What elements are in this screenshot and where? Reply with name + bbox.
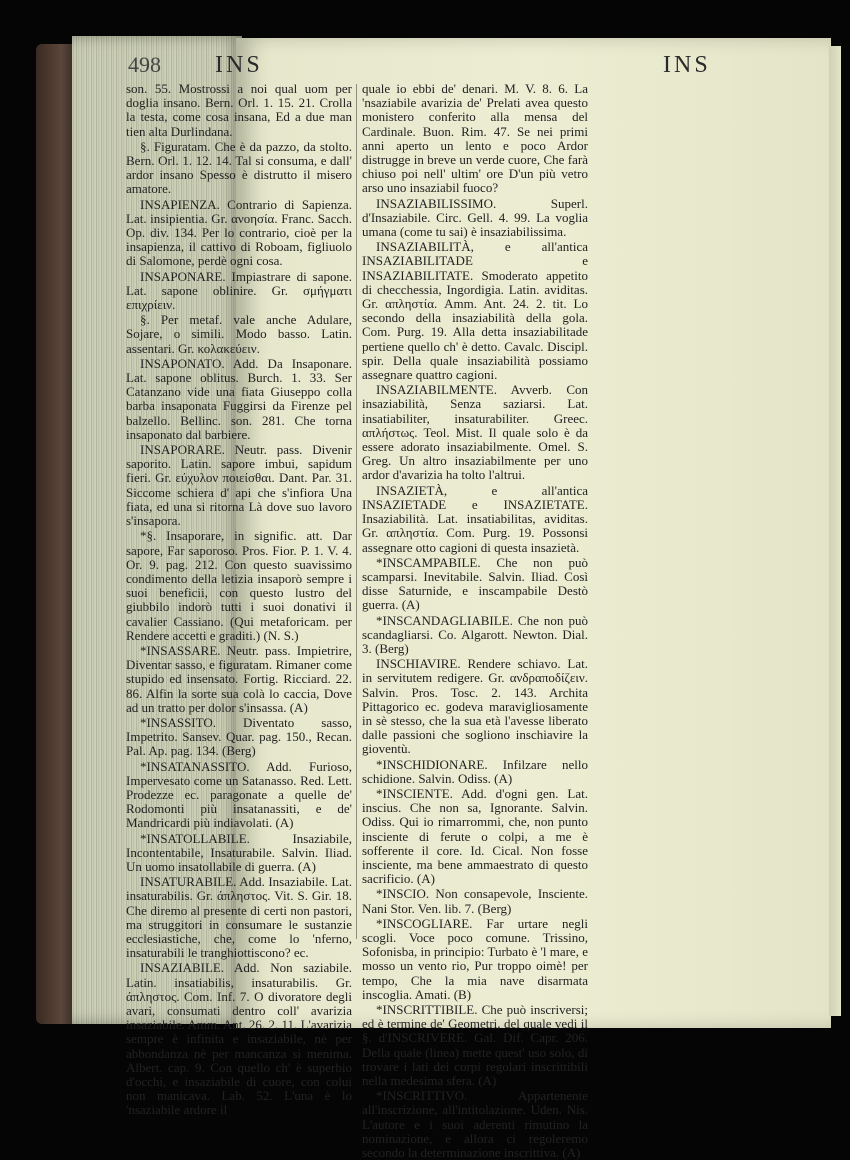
entry-text: INSAZIABILITÀ, e all'antica INSAZIABILITADE e INSAZIABILITATE. Smoderato appetito di checchessia, Ingordigia. Latin. aviditas. Gr. απληστία. Amm. Ant. 24. 2. tit. Lo secondo della insaziabilità della gola. Com. Purg. 19. Alla detta insaziabilitade pertiene quello ch' è detto. Cavalc. Discipl. spir. Della quale insaziabilità possiamo assegnare quattro cagioni. bbox=[362, 239, 588, 383]
entry-text: INSAZIETÀ, e all'antica INSAZIETADE e INSAZIETATE. Insaziabilità. Lat. insatiabilitas, aviditas. Gr. απληστία. Com. Purg. 19. Possonsi assegnare otto cagioni di questa insazietà. bbox=[362, 482, 588, 555]
entry-text: INSAPONARE. Impiastrare di sapone. Lat. sapone oblinire. Gr. σμήγματι επιχρίειν. bbox=[126, 268, 352, 313]
entry-text: *INSCIENTE. Add. d'ogni gen. Lat. inscius. Che non sa, Ignorante. Salvin. Odiss. Qui io rimarrommi, che, non punto insciente di ferute o colpi, a me è sofferente il core. Id. Cical. Non fosse insciente, ma bene ammaestrato di questo sacrificio. (A) bbox=[362, 785, 588, 887]
page-number: 498 bbox=[128, 52, 161, 77]
entry-text: *INSASSITO. Diventato sasso, Impetrito. Sansev. Quar. pag. 150., Recan. Pal. Ap. pag. 134. (Berg) bbox=[126, 714, 352, 759]
entry-text: *INSCANDAGLIABILE. Che non può scandagliarsi. Co. Algarott. Newton. Dial. 3. (Berg) bbox=[362, 612, 588, 656]
running-head-right: INS bbox=[663, 52, 711, 78]
entry-text: INSATURABILE. Add. Insaziabile. Lat. insaturabilis. Gr. άπληστος. Vit. S. Gir. 18. Che diremo al presente di certi non pastori, ma struggitori in consumare le sustanzie ecclesiastiche, che, come lo 'nferno, insaturabili le tranghiottiscono? ec. bbox=[126, 874, 352, 961]
entry-text: §. Figuratam. Che è da pazzo, da stolto. Bern. Orl. 1. 12. 14. Tal si consuma, e dall' ardor insano Spesso è distrutto il misero amatore. bbox=[126, 138, 352, 197]
entry-text: *INSATANASSITO. Add. Furioso, Impervesato come un Satanasso. Red. Lett. Prodezze ec. paragonate a quelle de' Rodomonti più insatanassiti, e de' Mandricardi più indiavolati. (A) bbox=[126, 758, 352, 831]
facing-page-edge bbox=[829, 46, 841, 1016]
entry-text: quale io ebbi de' denari. M. V. 8. 6. La 'nsaziabile avarizia de' Prelati avea questo monistero conferito alla mensa del Cardinale. Buon. Rim. 47. Se nei primi anni aperto un lento e poco Ardor distrugge in breve un verde cuore, Che farà chiuso poi nell' ultim' ore D'un più vetro arso uno insaziabil fuoco? bbox=[362, 81, 588, 196]
entry-text: INSAZIABILMENTE. Avverb. Con insaziabilità, Senza saziarsi. Lat. insatiabiliter, insaturabiliter. Greec. απλήστως. Teol. Mist. Il quale solo è da essere adorato insaziabilmente. Omel. S. Greg. Un altro insaziabilmente per uno ardor d'avarizia ha tolto l'altrui. bbox=[362, 382, 588, 483]
entry-text: *INSCIO. Non consapevole, Insciente. Nani Stor. Ven. lib. 7. (Berg) bbox=[362, 886, 588, 916]
entry-text: *INSATOLLABILE. Insaziabile, Incontentabile, Insaturabile. Salvin. Iliad. Un uomo insatollabile di guerra. (A) bbox=[126, 830, 352, 874]
right-column bbox=[362, 81, 588, 1160]
entry-text: INSCHIAVIRE. Rendere schiavo. Lat. in servitutem redigere. Gr. ανδραποδίζειν. Salvin. Pros. Tosc. 2. 143. Archita Pittagorico ec. godeva maravigliosamente in sè stesso, che la sua età l'avesse liberato dalle passioni che sogliono inschiavire la gioventù. bbox=[362, 656, 588, 757]
entry-text: *INSCOGLIARE. Far urtare negli scogli. Voce poco comune. Trissino, Sofonisba, in principio: Turbato è 'l mare, e mosso un vento rio, Pur troppo oimè! per tempo, Che la mia nave disarmata inscoglia. Amati. (B) bbox=[362, 915, 588, 1002]
entry-text: *INSCRITTIVO. Appartenente all'inscrizione, all'intitolazione. Uden. Nis. L'autore e i suoi aderenti rimutino la nominazione, e allora ci regoleremo secondo la determinazione inscrittiva. (A) bbox=[362, 1088, 588, 1160]
entry-text: *INSCAMPABILE. Che non può scamparsi. Inevitabile. Salvin. Iliad. Così disse Saturnide, e inscampabile Destò guerra. (A) bbox=[362, 554, 588, 613]
entry-text: §. Per metaf. vale anche Adulare, Sojare, o simili. Modo basso. Latin. assentari. Gr. κολακεύειν. bbox=[126, 312, 352, 356]
entry-text: INSAPORARE. Neutr. pass. Divenir saporito. Latin. sapore imbui, sapidum fieri. Gr. εύχυλον ποιείσθαι. Dant. Par. 31. Siccome schiera d' api che s'infiora Una fiata, ed una si ritorna Là dove suo lavoro s'insapora. bbox=[126, 442, 352, 529]
entry-text: *INSASSARE. Neutr. pass. Impietrire, Diventar sasso, e figuratam. Rimaner come stupido ed insensato. Fortig. Ricciard. 22. 86. Alfin la sorte sua colà lo caccia, Dove ad un tratto per dolor s'insassa. (A) bbox=[126, 642, 352, 715]
running-head-left: INS bbox=[215, 52, 263, 78]
entry-text: INSAPONATO. Add. Da Insaponare. Lat. sapone oblitus. Burch. 1. 33. Ser Catanzano vide una fiata Giuseppo colla barba insaponata Fuggirsi da Firenze pel balzello. Bellinc. son. 281. Che torna insaponato dal barbiere. bbox=[126, 355, 352, 442]
entry-text: INSAZIABILISSIMO. Superl. d'Insaziabile. Circ. Gell. 4. 99. La voglia umana (come tu sai) è insaziabilissima. bbox=[362, 195, 588, 240]
entry-text: *INSCHIDIONARE. Infilzare nello schidione. Salvin. Odiss. (A) bbox=[362, 756, 588, 786]
left-column bbox=[126, 81, 352, 1118]
entry-text: INSAZIABILE. Add. Non saziabile. Latin. insatiabilis, insaturabilis. Gr. άπληστος. Com. Inf. 7. O divoratore degli avari, consumati dentro coll' avarizia insaziabile. Amm. Ant. 26. 2. 11. L'avarizia sempre è infinita e insaziabile, nè per abbondanza nè per mancanza si menima. Albert. cap. 9. Con quello ch' è superbio d'occhi, e insaziabile di cuore, con colui non manicava. Lab. 52. L'una è lo 'nsaziabile ardore il bbox=[126, 960, 352, 1118]
entry-text: *§. Insaporare, in signific. att. Dar sapore, Far saporoso. Pros. Fior. P. 1. V. 4. Or. 9. pag. 212. Con questo suavissimo condimento della letizia insaporò sempre i suoi beneficii, con questo lustro del giubbilo indorò tutti i suoi donativi il cavalier Cassiano. (Qui metaforicam. per Rendere accetti e graditi.) (N. S.) bbox=[126, 528, 352, 643]
column-rule bbox=[356, 84, 357, 939]
entry-text: son. 55. Mostrossi a noi qual uom per doglia insano. Bern. Orl. 1. 15. 21. Crolla la testa, come cosa insana, Ed a due man tien alta Durlindana. bbox=[126, 81, 352, 139]
entry-text: *INSCRITTIBILE. Che può inscriversi; ed è termine de' Geometri, del quale vedi il §. d'INSCRIVERE. Gal. Dif. Capr. 206. Della quale (linea) mette quest' uso solo, di trovare i lati dei corpi regolari inscrittibili nella medesima sfera. (A) bbox=[362, 1002, 588, 1089]
entry-text: INSAPIENZA. Contrario di Sapienza. Lat. insipientia. Gr. ανοησία. Franc. Sacch. Op. div. 134. Per lo contrario, cioè per la insapienza, il cattivo di Roboam, figliuolo di Salomone, perdè ogni cosa. bbox=[126, 196, 352, 269]
